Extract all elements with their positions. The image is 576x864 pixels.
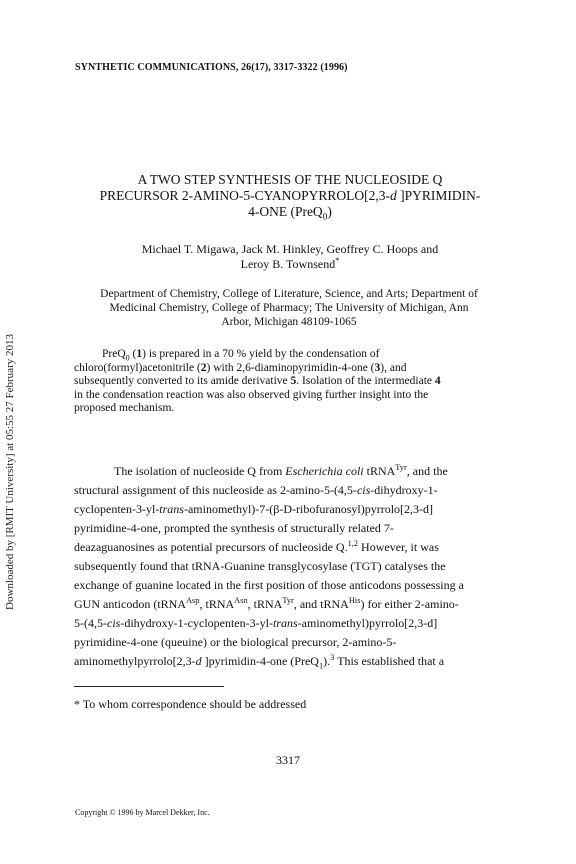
affiliation bbox=[66, 287, 512, 329]
abstract-line-2: chloro(formyl)acetonitrile (2) with 2,6-diaminopyrimidin-4-one (3), and bbox=[74, 361, 407, 374]
body-line-7: exchange of guanine located in the first position of those anticodons possessing a bbox=[74, 578, 464, 592]
authors-line-2: Leroy B. Townsend* bbox=[240, 256, 340, 271]
title-line-1: A TWO STEP SYNTHESIS OF THE NUCLEOSIDE Q bbox=[137, 172, 443, 187]
abstract-line-3: subsequently converted to its amide derivative 5. Isolation of the intermediate 4 bbox=[74, 375, 441, 387]
abstract-line-4: in the condensation reaction was also observed giving further insight into the bbox=[74, 388, 429, 401]
abstract-line-5: proposed mechanism. bbox=[74, 402, 175, 414]
author-list bbox=[90, 242, 490, 272]
affiliation-line-1: Department of Chemistry, College of Literature, Science, and Arts; Department of bbox=[100, 288, 478, 300]
body-line-6: subsequently found that tRNA-Guanine transglycosylase (TGT) catalyses the bbox=[74, 559, 446, 573]
body-line-2: structural assignment of this nucleoside as 2-amino-5-(4,5-cis-dihydroxy-1- bbox=[74, 483, 438, 497]
article-title bbox=[70, 172, 510, 223]
download-watermark: Downloaded by [RMIT University] at 05:55 27 February 2013 bbox=[4, 334, 16, 610]
affiliation-line-2: Medicinal Chemistry, College of Pharmacy; The University of Michigan, Ann bbox=[109, 302, 469, 314]
body-line-9: 5-(4,5-cis-dihydroxy-1-cyclopenten-3-yl-trans-aminomethyl)pyrrolo[2,3-d] bbox=[74, 616, 438, 630]
title-line-3: 4-ONE (PreQ$_0$) bbox=[248, 204, 332, 223]
title-line-2: PRECURSOR 2-AMINO-5-CYANOPYRROLO[2,3-d ]PYRIMIDIN- bbox=[99, 188, 481, 203]
body-line-3: cyclopenten-3-yl-trans-aminomethyl)-7-(β-D-ribofuranosyl)pyrrolo[2,3-d] bbox=[74, 502, 434, 516]
page-number: 3317 bbox=[276, 753, 300, 767]
body-line-1: The isolation of nucleoside Q from Escherichia coli tRNA$^{Tyr}$, and the bbox=[114, 463, 448, 478]
copyright-line: Copyright © 1996 by Marcel Dekker, Inc. bbox=[75, 808, 210, 817]
abstract-line-1: PreQ$_0$ (1) is prepared in a 70 % yield by the condensation of bbox=[102, 348, 380, 363]
abstract bbox=[74, 348, 514, 416]
body-line-5: deazaguanosines as potential precursors of nucleoside Q.$^{1,2}$ However, it was bbox=[74, 539, 439, 554]
body-text bbox=[74, 462, 514, 671]
footnote-divider bbox=[74, 686, 224, 687]
footnote: * To whom correspondence should be addressed bbox=[74, 697, 307, 711]
journal-header: SYNTHETIC COMMUNICATIONS, 26(17), 3317-3322 (1996) bbox=[75, 62, 348, 73]
body-line-10: pyrimidine-4-one (queuine) or the biological precursor, 2-amino-5- bbox=[74, 635, 397, 649]
body-line-4: pyrimidine-4-one, prompted the synthesis of structurally related 7- bbox=[74, 521, 394, 535]
body-line-8: GUN anticodon (tRNA$^{Asp}$, tRNA$^{Asn}$, tRNA$^{Tyr}$, and tRNA$^{His}$) for either 2-amino- bbox=[74, 596, 459, 611]
body-line-11: aminomethylpyrrolo[2,3-d ]pyrimidin-4-one (PreQ$_1$).$^3$ This established that a bbox=[74, 653, 445, 671]
affiliation-line-3: Arbor, Michigan 48109-1065 bbox=[221, 316, 357, 328]
authors-line-1: Michael T. Migawa, Jack M. Hinkley, Geoffrey C. Hoops and bbox=[141, 242, 439, 256]
